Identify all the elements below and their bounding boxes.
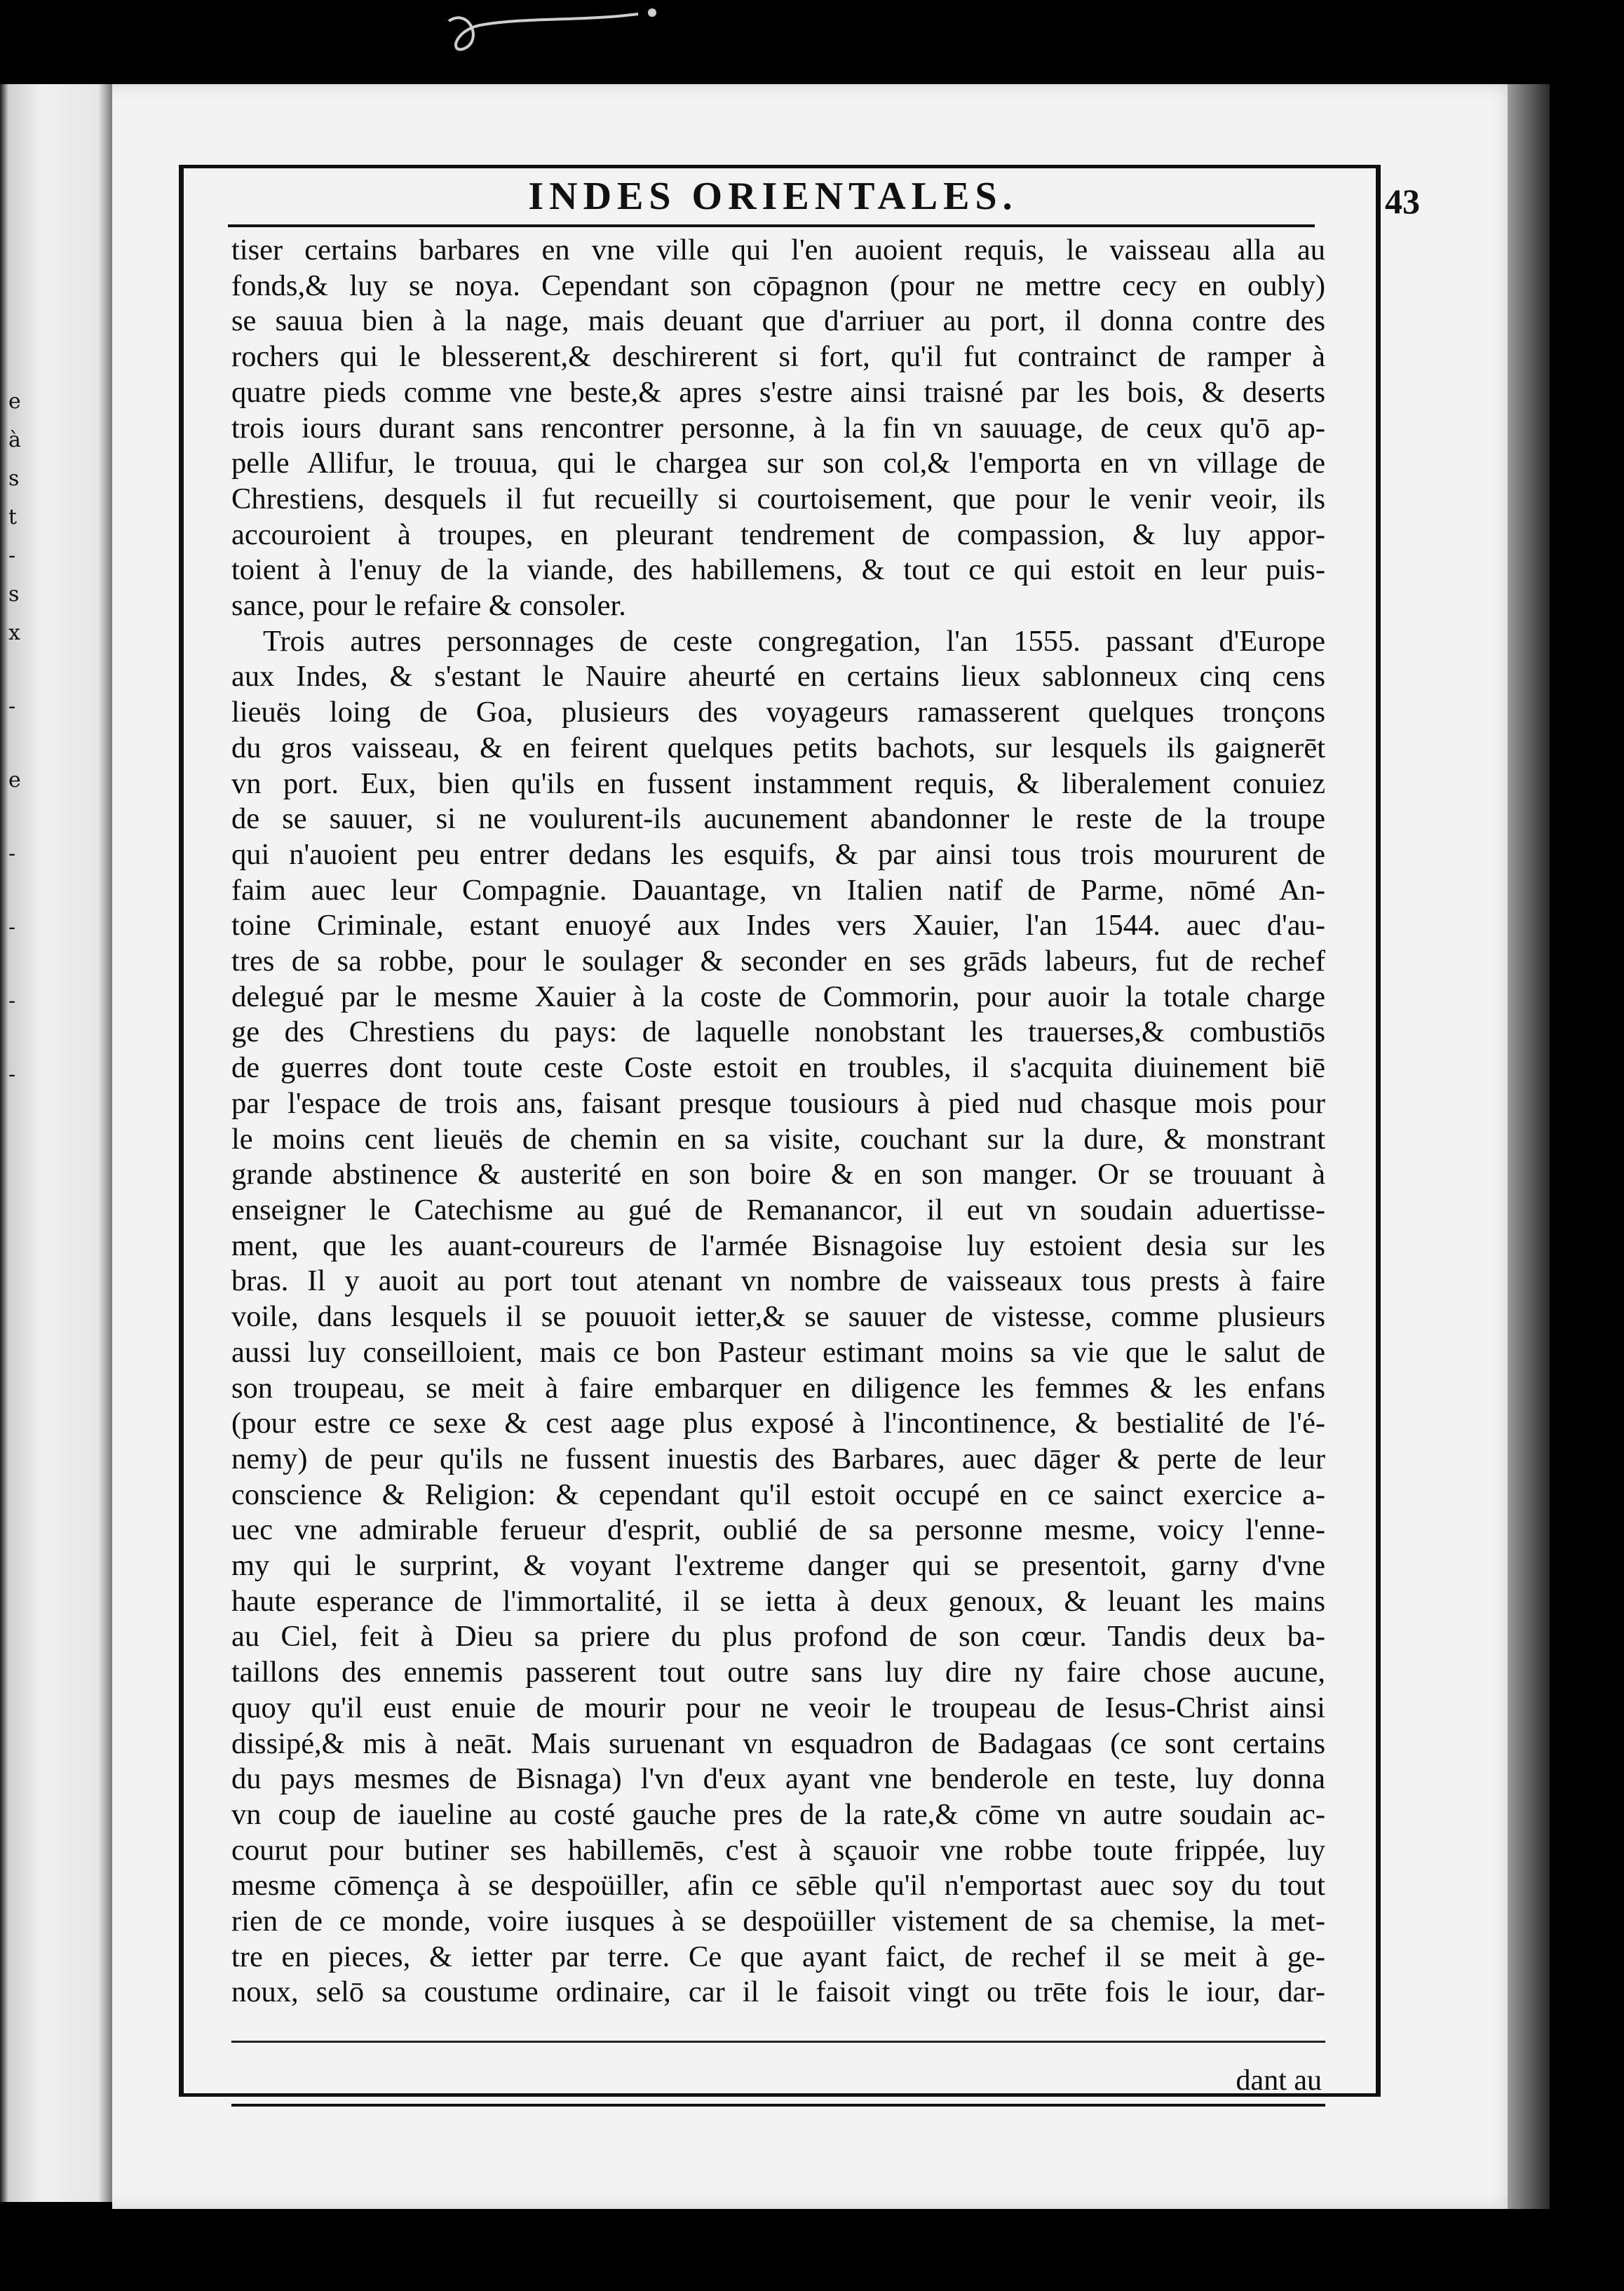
text-line: ment, que les auant-coureurs de l'armée Bisnagoise luy estoient desia sur les — [231, 1229, 1325, 1262]
text-line: rochers qui le blesserent,& deschirerent si fort, qu'il fut contrainct de ramper à — [231, 340, 1325, 374]
text-line: au Ciel, feit à Dieu sa priere du plus profond de son cœur. Tandis deux ba- — [231, 1620, 1325, 1654]
text-line: pelle Allifur, le trouua, qui le chargea sur son col,& l'emporta en vn village de — [231, 447, 1325, 480]
text-line: voile, dans lesquels il se pouuoit ietter,& se sauuer de vistesse, comme plusieurs — [231, 1300, 1325, 1334]
facing-page-fragment: - — [8, 915, 16, 940]
facing-page-fragment: s — [8, 582, 20, 607]
text-line: du pays mesmes de Bisnaga) l'vn d'eux ayant vne benderole en teste, luy donna — [231, 1762, 1325, 1796]
body-text — [231, 233, 1325, 2010]
text-line: Trois autres personnages de ceste congregation, l'an 1555. passant d'Europe — [263, 624, 1325, 658]
text-line: le moins cent lieuës de chemin en sa visite, couchant sur la dure, & monstrant — [231, 1122, 1325, 1156]
text-line: quatre pieds comme vne beste,& apres s'estre ainsi traisné par les bois, & deserts — [231, 375, 1325, 409]
text-line: tres de sa robbe, pour le soulager & seconder en ses grāds labeurs, fut de rechef — [231, 945, 1325, 978]
ink-scrawl — [442, 0, 666, 77]
text-line: dissipé,& mis à neāt. Mais suruenant vn esquadron de Badagaas (ce sont certains — [231, 1726, 1325, 1760]
facing-page-fragment: à — [8, 428, 21, 452]
text-line: (pour estre ce sexe & cest aage plus exposé à l'incontinence, & bestialité de l'é- — [231, 1407, 1325, 1440]
text-line: grande abstinence & austerité en son boire & en son manger. Or se trouuant à — [231, 1158, 1325, 1191]
text-line: ge des Chrestiens du pays: de laquelle nonobstant les trauerses,& combustiōs — [231, 1015, 1325, 1049]
text-line: conscience & Religion: & cependant qu'il estoit occupé en ce sainct exercice a- — [231, 1478, 1325, 1511]
text-line: toient à l'enuy de la viande, des habillemens, & tout ce qui estoit en leur puis- — [231, 553, 1325, 587]
text-line: tre en pieces, & ietter par terre. Ce que ayant faict, de rechef il se meit à ge- — [231, 1940, 1325, 1973]
text-line: lieuës loing de Goa, plusieurs des voyageurs ramasserent quelques tronçons — [231, 696, 1325, 729]
book-page — [112, 84, 1536, 2209]
facing-page-fragment: s — [8, 466, 20, 491]
text-line: haute esperance de l'immortalité, il se ietta à deux genoux, & leuant les mains — [231, 1584, 1325, 1618]
facing-page-fragment: - — [8, 842, 16, 866]
text-line: enseigner le Catechisme au gué de Remanancor, il eut vn soudain aduertisse- — [231, 1193, 1325, 1226]
text-line: par l'espace de trois ans, faisant presque tousiours à pied nud chasque mois pour — [231, 1086, 1325, 1120]
text-line: taillons des ennemis passerent tout outre sans luy dire ny faire chose aucune, — [231, 1656, 1325, 1689]
text-line: de guerres dont toute ceste Coste estoit en troubles, il s'acquita diuinement biē — [231, 1051, 1325, 1085]
facing-page-fragment: - — [8, 694, 16, 719]
facing-page-fragment: - — [8, 989, 16, 1013]
text-line: aux Indes, & s'estant le Nauire aheurté en certains lieux sablonneux cinq cens — [231, 660, 1325, 694]
facing-page-fragment: t — [8, 505, 18, 529]
text-line: qui n'auoient peu entrer dedans les esquifs, & par ainsi tous trois moururent de — [231, 837, 1325, 871]
text-line: Chrestiens, desquels il fut recueilly si courtoisement, que pour le venir veoir, ils — [231, 482, 1325, 515]
page-number: 43 — [1385, 182, 1420, 221]
text-line: noux, selō sa coustume ordinaire, car il le faisoit vingt ou trēte fois le iour, dar- — [231, 1975, 1325, 2009]
catchword: dant au — [1236, 2064, 1322, 2097]
facing-page-fragment: e — [8, 389, 21, 414]
text-line: toine Criminale, estant enuoyé aux Indes vers Xauier, l'an 1544. auec d'au- — [231, 909, 1325, 942]
text-line: rien de ce monde, voire iusques à se despoüiller vistement de sa chemise, la met- — [231, 1905, 1325, 1938]
text-line: tiser certains barbares en vne ville qui l'en auoient requis, le vaisseau alla au — [231, 234, 1325, 266]
text-line: faim auec leur Compagnie. Dauantage, vn Italien natif de Parme, nōmé An- — [231, 873, 1325, 907]
facing-page-fragment: - — [8, 1062, 16, 1087]
text-line: my qui le surprint, & voyant l'extreme danger qui se presentoit, garny d'vne — [231, 1549, 1325, 1583]
facing-page-fragment: x — [8, 621, 20, 645]
text-line: de se sauuer, si ne voulurent-ils aucunement abandonner le reste de la troupe — [231, 802, 1325, 836]
text-line: courut pour butiner ses habillemēs, c'est à sçauoir vne robbe toute frippée, luy — [231, 1833, 1325, 1867]
text-line: son troupeau, se meit à faire embarquer en diligence les femmes & les enfans — [231, 1371, 1325, 1405]
text-line: accouroient à troupes, en pleurant tendrement de compassion, & luy appor- — [231, 518, 1325, 551]
footer-rule — [231, 2041, 1325, 2043]
running-head: INDES ORIENTALES. — [528, 175, 1018, 218]
facing-page-fragment: - — [8, 543, 16, 568]
text-line: sance, pour le refaire & consoler. — [231, 589, 626, 623]
text-line: trois iours durant sans rencontrer personne, à la fin vn sauuage, de ceux qu'ō ap- — [231, 411, 1325, 445]
facing-page-fragment: e — [8, 768, 21, 792]
text-line: quoy qu'il eust enuie de mourir pour ne veoir le troupeau de Iesus-Christ ainsi — [231, 1691, 1325, 1724]
text-line: aussi luy conseilloient, mais ce bon Pasteur estimant moins sa vie que le salut de — [231, 1335, 1325, 1369]
text-line: mesme cōmença à se despoüiller, afin ce sēble qu'il n'emportast auec soy du tout — [231, 1869, 1325, 1903]
text-line: bras. Il y auoit au port tout atenant vn nombre de vaisseaux tous prests à faire — [231, 1264, 1325, 1298]
text-line: vn port. Eux, bien qu'ils en fussent instamment requis, & liberalement conuiez — [231, 766, 1325, 800]
page-edge-shadow — [1508, 84, 1550, 2209]
text-line: fonds,& luy se noya. Cependant son cōpagnon (pour ne mettre cecy en oubly) — [231, 269, 1325, 302]
text-line: nemy) de peur qu'ils ne fussent inuestis des Barbares, auec dāger & perte de leur — [231, 1442, 1325, 1475]
frame-bottom-rule — [231, 2104, 1325, 2107]
text-line: se sauua bien à la nage, mais deuant que d'arriuer au port, il donna contre des — [231, 304, 1325, 338]
facing-page-edge — [0, 84, 112, 2202]
text-line: du gros vaisseau, & en feirent quelques petits bachots, sur lesquels ils gaignerēt — [231, 731, 1325, 764]
header-rule — [228, 224, 1315, 227]
text-line: vn coup de iaueline au costé gauche pres de la rate,& cōme vn autre soudain ac- — [231, 1797, 1325, 1831]
text-line: delegué par le mesme Xauier à la coste de Commorin, pour auoir la totale charge — [231, 980, 1325, 1013]
text-line: uec vne admirable ferueur d'esprit, oublié de sa personne mesme, voicy l'enne- — [231, 1513, 1325, 1547]
